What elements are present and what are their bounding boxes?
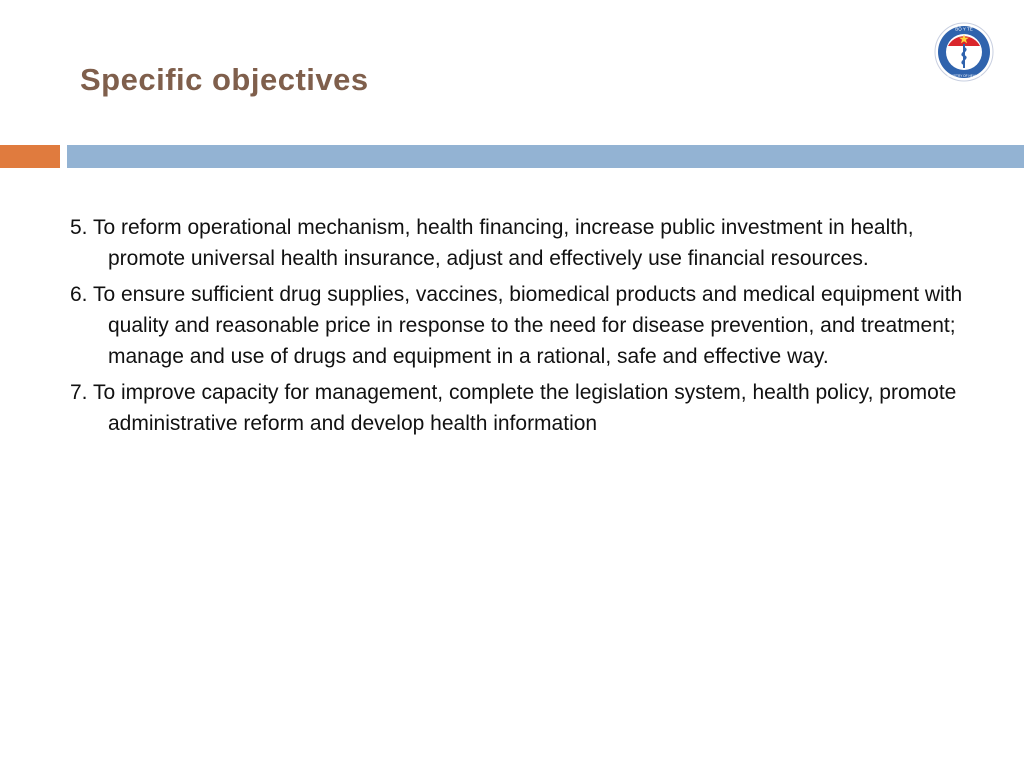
objectives-list (70, 212, 970, 444)
accent-bar-blue (67, 145, 1024, 168)
logo-top-text: BỘ Y TẾ (955, 26, 973, 32)
logo-bottom-text: MINISTRY OF HEALTH (947, 74, 981, 78)
objective-item: 7. To improve capacity for management, complete the legislation system, health policy, promote administrative reform and develop health information (70, 381, 957, 435)
objective-item: 6. To ensure sufficient drug supplies, vaccines, biomedical products and medical equipment with quality and reasonable price in response to the need for disease prevention, and treatment; manage and use of drugs and equipment in a rational, safe and effective way. (70, 283, 963, 368)
accent-bar-orange (0, 145, 60, 168)
slide-title: Specific objectives (80, 62, 369, 97)
objective-item: 5. To reform operational mechanism, health financing, increase public investment in health, promote universal health insurance, adjust and effectively use financial resources. (70, 216, 914, 270)
ministry-of-health-emblem-icon (934, 22, 994, 82)
